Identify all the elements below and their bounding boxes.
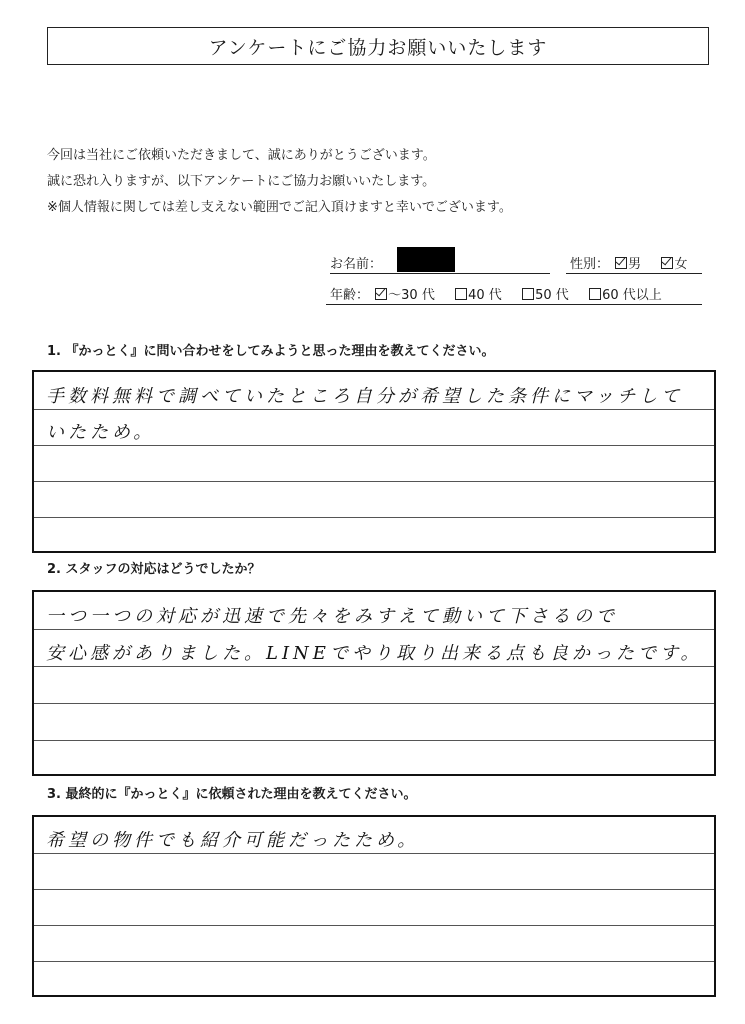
answer-1-line-2: いたため。 bbox=[46, 422, 156, 443]
age-field bbox=[330, 284, 662, 303]
age-label: 年齢： bbox=[330, 288, 370, 303]
gender-male-label: 男 bbox=[628, 257, 642, 272]
age-50-checkbox[interactable] bbox=[522, 288, 534, 300]
answer-1-line-1: 手数料無料で調べていたところ自分が希望した条件にマッチして bbox=[46, 386, 684, 407]
age-50-label: 50 代 bbox=[535, 288, 569, 303]
age-underline bbox=[326, 304, 702, 305]
gender-female-checkbox[interactable] bbox=[661, 257, 673, 269]
survey-title: アンケートにご協力お願いいたします bbox=[47, 27, 709, 65]
answer-box-1[interactable] bbox=[32, 370, 716, 553]
age-30-checkbox[interactable] bbox=[375, 288, 387, 300]
question-1: 1. 『かっとく』に問い合わせをしてみようと思った理由を教えてください。 bbox=[47, 344, 495, 359]
answer-box-2[interactable] bbox=[32, 590, 716, 776]
gender-male-checkbox[interactable] bbox=[615, 257, 627, 269]
answer-2-line-2: 安心感がありました。LINEでやり取り出来る点も良かったです。 bbox=[46, 643, 703, 664]
gender-field bbox=[570, 253, 687, 272]
intro-line: ※個人情報に関しては差し支えない範囲でご記入頂けますと幸いでございます。 bbox=[47, 200, 512, 215]
name-underline bbox=[330, 273, 550, 274]
name-label: お名前： bbox=[330, 257, 383, 272]
gender-label: 性別： bbox=[570, 257, 610, 272]
question-2: 2. スタッフの対応はどうでしたか？ bbox=[47, 562, 261, 577]
question-3: 3. 最終的に『かっとく』に依頼された理由を教えてください。 bbox=[47, 787, 417, 802]
answer-2-line-1: 一つ一つの対応が迅速で先々をみすえて動いて下さるので bbox=[46, 606, 618, 627]
intro-text bbox=[47, 143, 512, 221]
age-30-label: 〜30 代 bbox=[388, 288, 435, 303]
gender-female-label: 女 bbox=[674, 257, 688, 272]
age-40-label: 40 代 bbox=[468, 288, 502, 303]
age-60-label: 60 代以上 bbox=[602, 288, 662, 303]
name-redaction bbox=[397, 247, 455, 272]
age-60-checkbox[interactable] bbox=[589, 288, 601, 300]
intro-line: 今回は当社にご依頼いただきまして、誠にありがとうございます。 bbox=[47, 148, 436, 163]
age-40-checkbox[interactable] bbox=[455, 288, 467, 300]
answer-3-line-1: 希望の物件でも紹介可能だったため。 bbox=[46, 830, 420, 851]
intro-line: 誠に恐れ入りますが、以下アンケートにご協力お願いいたします。 bbox=[47, 174, 436, 189]
answer-box-3[interactable] bbox=[32, 815, 716, 997]
gender-underline bbox=[566, 273, 702, 274]
